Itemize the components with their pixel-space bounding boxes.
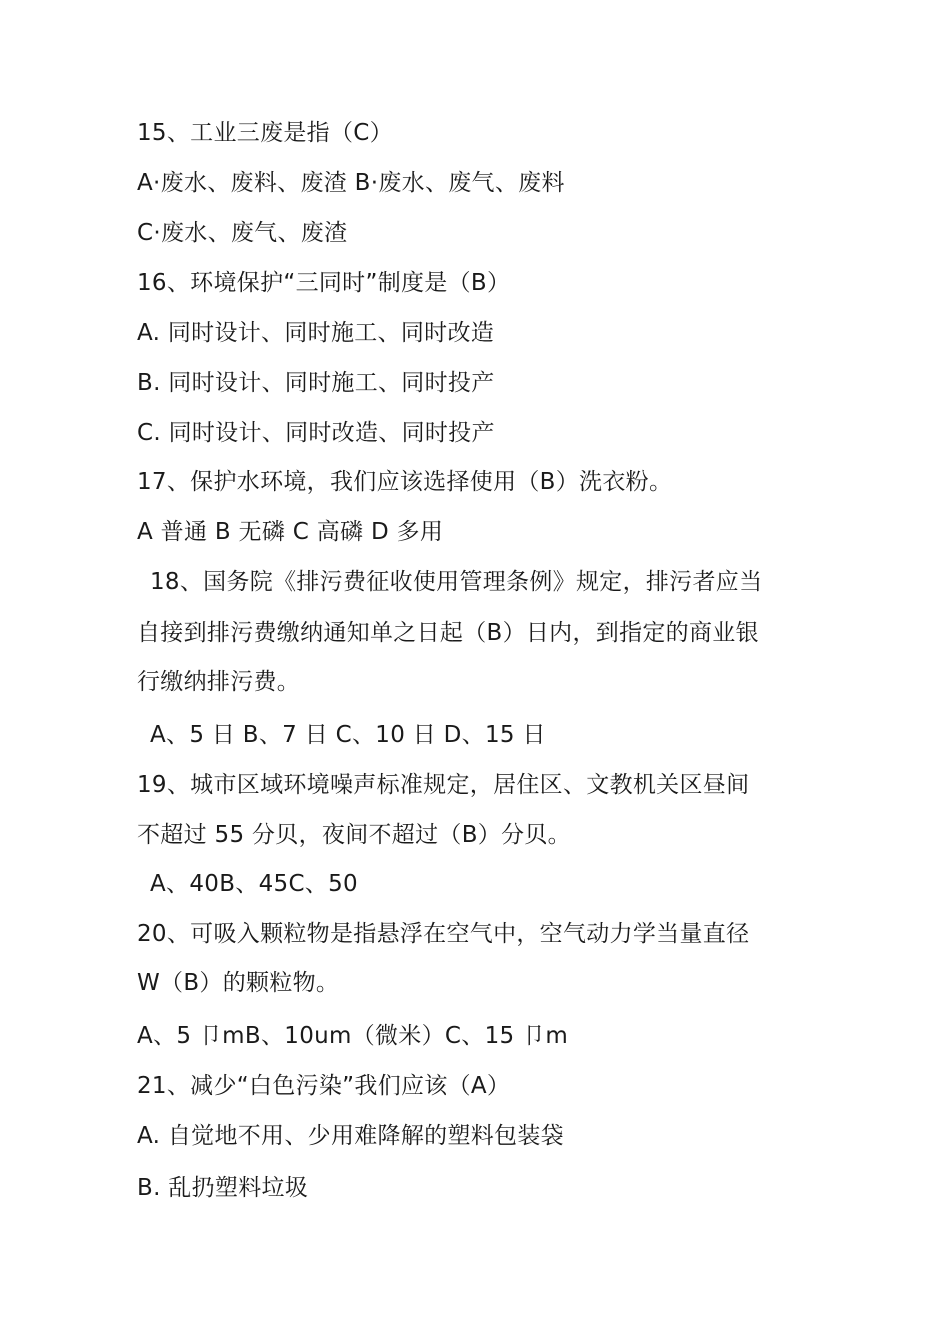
question-16-option-c: C. 同时设计、同时改造、同时投产 <box>137 420 495 446</box>
question-21-option-a: A. 自觉地不用、少用难降解的塑料包装袋 <box>137 1123 564 1149</box>
question-20-line-2: W（B）的颗粒物。 <box>137 970 340 996</box>
question-19-line-1: 19、城市区域环境噪声标准规定，居住区、文教机关区昼间 <box>137 772 750 798</box>
question-18-line-3: 行缴纳排污费。 <box>137 669 301 695</box>
question-18-line-1: 18、国务院《排污费征收使用管理条例》规定，排污者应当 <box>150 569 763 595</box>
question-16-option-b: B. 同时设计、同时施工、同时投产 <box>137 370 495 396</box>
question-18-line-2: 自接到排污费缴纳通知单之日起（B）日内，到指定的商业银 <box>137 620 759 646</box>
question-21: 21、减少“白色污染”我们应该（A） <box>137 1073 511 1099</box>
question-21-option-b: B. 乱扔塑料垃圾 <box>137 1175 309 1201</box>
question-16-option-a: A. 同时设计、同时施工、同时改造 <box>137 320 495 346</box>
question-15: 15、工业三废是指（C） <box>137 120 393 146</box>
question-15-option-c: C·废水、废气、废渣 <box>137 220 348 246</box>
question-20-line-1: 20、可吸入颗粒物是指悬浮在空气中，空气动力学当量直径 <box>137 921 750 947</box>
question-18-options: A、5 日 B、7 日 C、10 日 D、15 日 <box>150 722 546 748</box>
question-15-options-ab: A·废水、废料、废渣 B·废水、废气、废料 <box>137 170 565 196</box>
question-19-options: A、40B、45C、50 <box>150 871 358 897</box>
question-20-options: A、5 卩mB、10um（微米）C、15 卩m <box>137 1023 569 1049</box>
question-19-line-2: 不超过 55 分贝，夜间不超过（B）分贝。 <box>137 822 571 848</box>
question-17-options: A 普通 B 无磷 C 高磷 D 多用 <box>137 519 444 545</box>
question-17: 17、保护水环境，我们应该选择使用（B）洗衣粉。 <box>137 469 673 495</box>
question-16: 16、环境保护“三同时”制度是（B） <box>137 270 511 296</box>
